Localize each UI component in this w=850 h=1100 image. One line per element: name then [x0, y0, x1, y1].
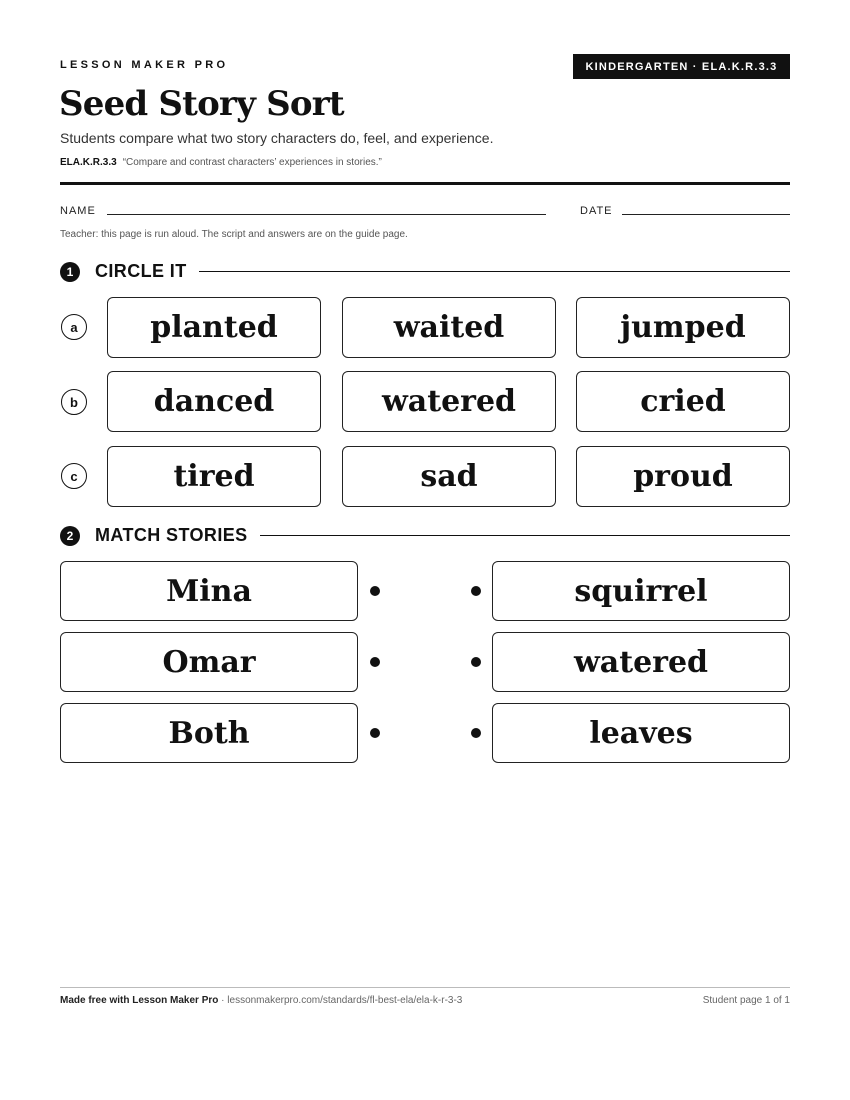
match-dot-right[interactable]: [471, 657, 481, 667]
section-rule: [260, 535, 790, 536]
match-dot-left[interactable]: [370, 657, 380, 667]
section-match-stories-header: [60, 525, 790, 546]
match-left-card[interactable]: Mina: [60, 561, 358, 621]
worksheet-title: Seed Story Sort: [59, 84, 344, 124]
worksheet-subtitle: Students compare what two story characters do, feel, and experience.: [60, 130, 494, 146]
word-card[interactable]: cried: [576, 371, 790, 432]
section-number-badge: 2: [60, 526, 80, 546]
footer-credit: [60, 995, 462, 1006]
section-rule: [199, 271, 790, 272]
section-circle-it-header: [60, 261, 790, 282]
header-divider: [60, 182, 790, 185]
match-right-card[interactable]: leaves: [492, 703, 790, 763]
word-card[interactable]: watered: [342, 371, 556, 432]
grade-standard-badge: KINDERGARTEN · ELA.K.R.3.3: [573, 54, 790, 79]
footer-url[interactable]: · lessonmakerpro.com/standards/fl-best-ela/ela-k-r-3-3: [221, 995, 463, 1006]
match-right-card[interactable]: watered: [492, 632, 790, 692]
match-right-card[interactable]: squirrel: [492, 561, 790, 621]
section-title: MATCH STORIES: [95, 525, 248, 545]
match-dot-left[interactable]: [370, 728, 380, 738]
teacher-note: Teacher: this page is run aloud. The script and answers are on the guide page.: [60, 229, 408, 240]
date-label: DATE: [580, 205, 613, 217]
footer-made-with: Made free with Lesson Maker Pro: [60, 995, 219, 1006]
word-card[interactable]: proud: [576, 446, 790, 507]
date-field-line[interactable]: [622, 214, 790, 215]
standard-text: “Compare and contrast characters’ experiences in stories.”: [122, 157, 382, 168]
footer-page-number: Student page 1 of 1: [702, 995, 790, 1006]
row-letter-b: b: [61, 389, 87, 415]
row-letter-c: c: [61, 463, 87, 489]
name-label: NAME: [60, 205, 96, 217]
match-left-card[interactable]: Both: [60, 703, 358, 763]
row-letter-a: a: [61, 314, 87, 340]
match-left-card[interactable]: Omar: [60, 632, 358, 692]
word-card[interactable]: tired: [107, 446, 321, 507]
match-dot-right[interactable]: [471, 728, 481, 738]
word-card[interactable]: planted: [107, 297, 321, 358]
match-dot-left[interactable]: [370, 586, 380, 596]
standard-line: [60, 157, 382, 168]
name-field-line[interactable]: [107, 214, 546, 215]
section-title: CIRCLE IT: [95, 261, 187, 281]
section-number-badge: 1: [60, 262, 80, 282]
word-card[interactable]: sad: [342, 446, 556, 507]
match-dot-right[interactable]: [471, 586, 481, 596]
word-card[interactable]: jumped: [576, 297, 790, 358]
word-card[interactable]: danced: [107, 371, 321, 432]
brand-name: LESSON MAKER PRO: [60, 59, 229, 71]
word-card[interactable]: waited: [342, 297, 556, 358]
footer-divider: [60, 987, 790, 988]
standard-code: ELA.K.R.3.3: [60, 157, 117, 168]
